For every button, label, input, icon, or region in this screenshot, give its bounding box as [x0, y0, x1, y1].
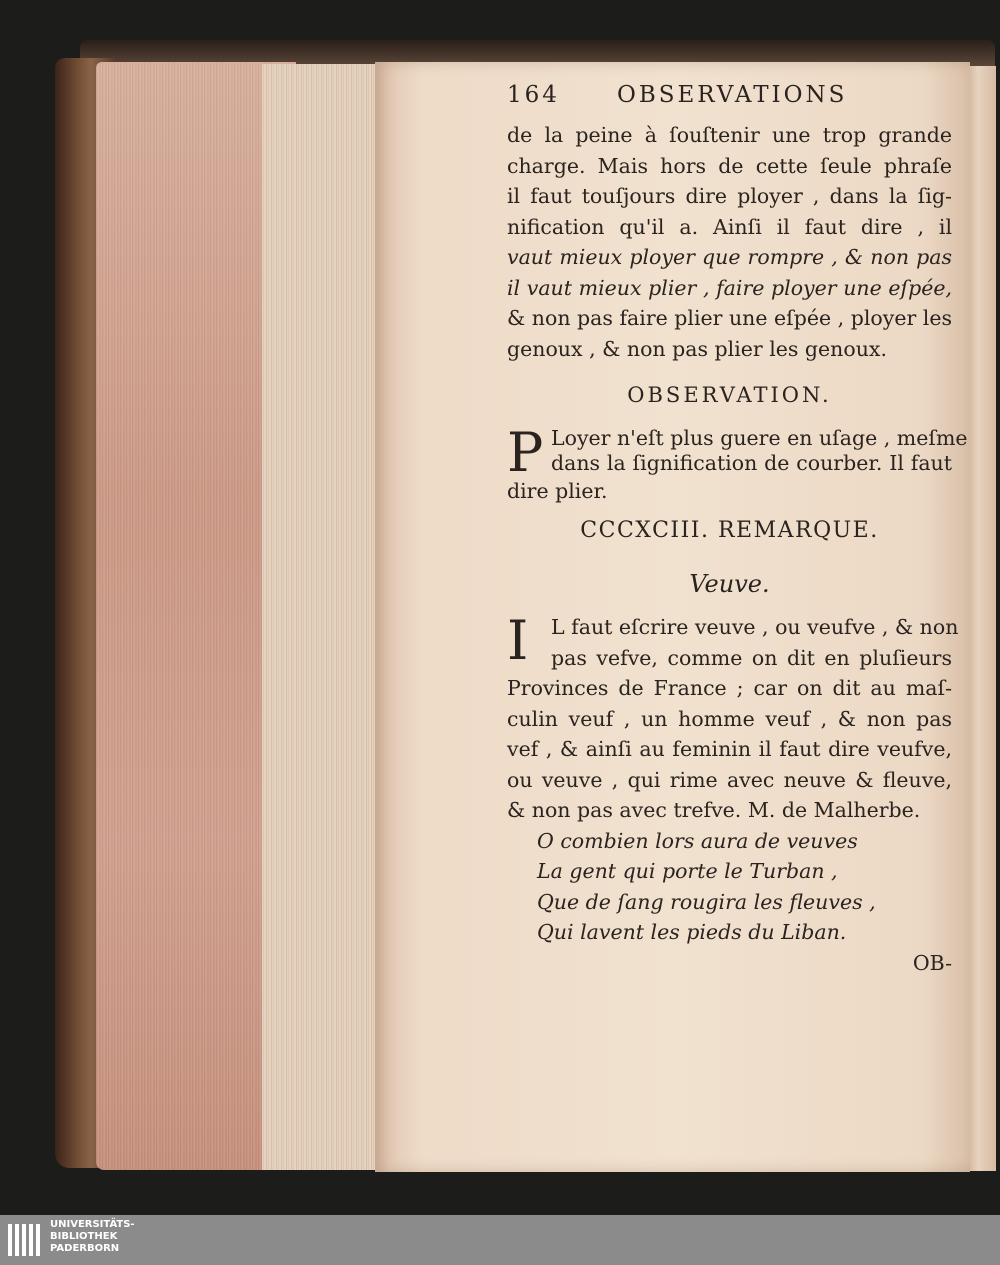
- library-logo-icon: [6, 1220, 46, 1260]
- text-line: genoux , & non pas plier les genoux.: [507, 336, 888, 361]
- observation-heading: OBSERVATION.: [627, 383, 832, 407]
- running-head: [507, 80, 952, 120]
- observation-dropcap: P: [507, 421, 544, 484]
- text-line: Provinces de France ; car on dit au maſ-: [507, 676, 952, 700]
- remarque-heading: CCCXCIII. REMARQUE.: [580, 518, 879, 543]
- library-name-line: PADERBORN: [50, 1243, 120, 1254]
- text-line: L faut eſcrire veuve , ou veufve , & non: [551, 615, 959, 639]
- text-line: vaut mieux ployer que rompre , & non pas: [507, 245, 952, 269]
- text-line: dans la ſignification de courber. Il faut: [551, 451, 952, 475]
- library-name-line: UNIVERSITÄTS-: [50, 1219, 135, 1230]
- text-line: & non pas avec trefve. M. de Malherbe.: [507, 798, 921, 822]
- page-leaves: [262, 64, 382, 1170]
- running-title: OBSERVATIONS: [617, 82, 848, 108]
- text-line: Loyer n'eſt plus guere en uſage , meſme: [551, 426, 968, 450]
- page-right-edge: [966, 66, 996, 1171]
- verse-line: Qui lavent les pieds du Liban.: [537, 920, 847, 944]
- text-line: vef , & ainſi au feminin il faut dire veufve,: [507, 737, 952, 761]
- page-number: 164: [507, 82, 560, 108]
- text-line: charge. Mais hors de cette ſeule phraſe: [507, 153, 952, 178]
- library-name: [50, 1219, 135, 1255]
- text-line: ou veuve , qui rime avec neuve & fleuve,: [507, 767, 952, 792]
- text-line: culin veuf , un homme veuf , & non pas: [507, 706, 952, 731]
- library-name-line: BIBLIOTHEK: [50, 1231, 118, 1242]
- remarque-subheading: Veuve.: [689, 570, 770, 598]
- remarque-dropcap: I: [507, 609, 529, 672]
- text-line: & non pas faire plier une eſpée , ployer les: [507, 306, 952, 330]
- text-line: il faut touſjours dire ployer , dans la ſig-: [507, 184, 952, 208]
- text-line: dire plier.: [507, 479, 608, 503]
- catchword: OB-: [912, 950, 952, 975]
- observation-paragraph: [507, 421, 968, 506]
- text-line: de la peine à ſouſtenir une trop grande: [507, 123, 952, 147]
- text-line: il vaut mieux plier , faire ployer une eſpée,: [507, 275, 952, 300]
- library-footer: [0, 1215, 1000, 1265]
- verse-line: O combien lors aura de veuves: [537, 828, 858, 853]
- text-line: pas vefve, comme on dit en pluſieurs: [551, 645, 952, 670]
- page-text: [507, 80, 968, 978]
- text-line: nification qu'il a. Ainſi il faut dire , il: [507, 214, 952, 239]
- remarque-paragraph: [507, 609, 959, 826]
- verse-line: La gent qui porte le Turban ,: [537, 859, 838, 883]
- verse-line: Que de ſang rougira les fleuves ,: [537, 889, 876, 914]
